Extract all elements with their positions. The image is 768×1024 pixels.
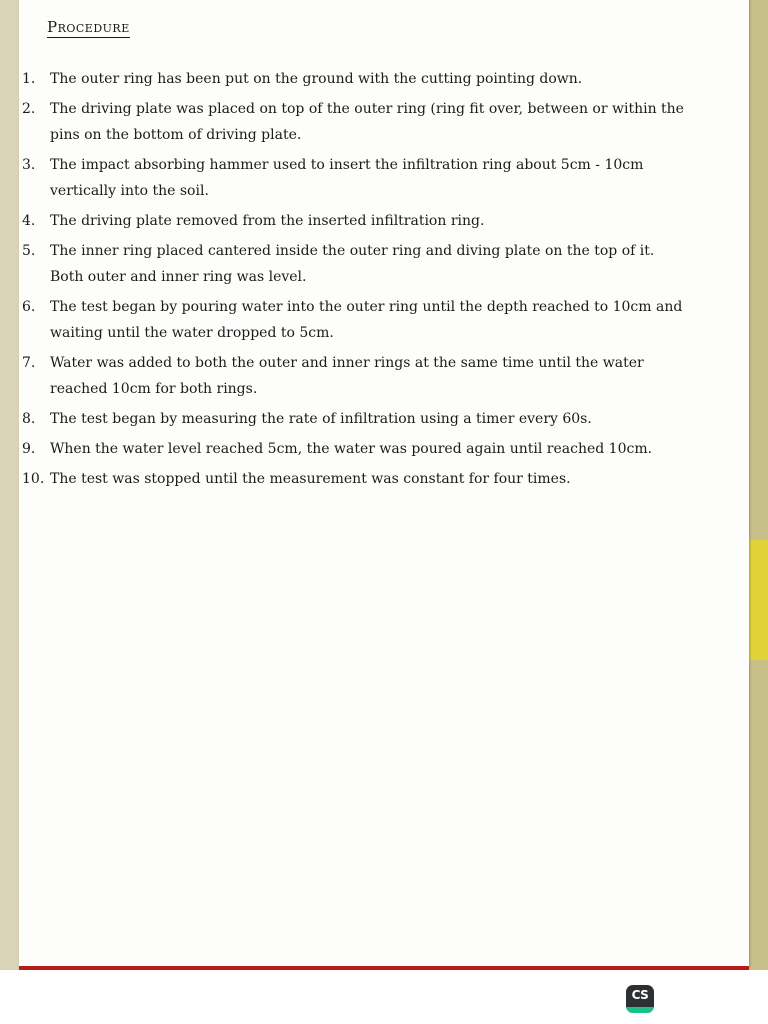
step-text: The inner ring placed cantered inside the outer ring and diving plate on the top of it. Both outer and inner ring was level.	[50, 243, 655, 285]
step-text: The driving plate removed from the inserted infiltration ring.	[50, 213, 485, 229]
step-number: 6.	[22, 299, 36, 315]
page-title: Procedure	[47, 18, 130, 36]
list-item	[22, 238, 692, 290]
logo-accent-bar	[626, 1007, 654, 1013]
step-number: 2.	[22, 101, 36, 117]
step-number: 5.	[22, 243, 36, 259]
step-number: 3.	[22, 157, 36, 173]
list-item	[22, 66, 692, 92]
camscanner-logo-icon	[626, 985, 654, 1013]
list-item	[22, 466, 692, 492]
step-text: The impact absorbing hammer used to insert the infiltration ring about 5cm - 10cm vertically into the soil.	[50, 157, 644, 199]
step-number: 10.	[22, 471, 45, 487]
step-text: The test was stopped until the measurement was constant for four times.	[50, 471, 571, 487]
list-item	[22, 406, 692, 432]
step-number: 4.	[22, 213, 36, 229]
step-text: The outer ring has been put on the ground with the cutting pointing down.	[50, 71, 583, 87]
step-text: Water was added to both the outer and inner rings at the same time until the water reached 10cm for both rings.	[50, 355, 644, 397]
procedure-list	[22, 66, 692, 496]
list-item	[22, 152, 692, 204]
step-number: 1.	[22, 71, 36, 87]
step-text: When the water level reached 5cm, the water was poured again until reached 10cm.	[50, 441, 653, 457]
step-number: 8.	[22, 411, 36, 427]
logo-text: CS	[631, 988, 649, 1002]
step-text: The driving plate was placed on top of the outer ring (ring fit over, between or within the pins on the bottom of driving plate.	[50, 101, 684, 143]
list-item	[22, 436, 692, 462]
list-item	[22, 96, 692, 148]
step-number: 7.	[22, 355, 36, 371]
step-number: 9.	[22, 441, 36, 457]
step-text: The test began by pouring water into the outer ring until the depth reached to 10cm and waiting until the water dropped to 5cm.	[50, 299, 683, 341]
sheet-bottom-edge	[19, 966, 749, 970]
list-item	[22, 350, 692, 402]
list-item	[22, 294, 692, 346]
step-text: The test began by measuring the rate of infiltration using a timer every 60s.	[50, 411, 592, 427]
list-item	[22, 208, 692, 234]
